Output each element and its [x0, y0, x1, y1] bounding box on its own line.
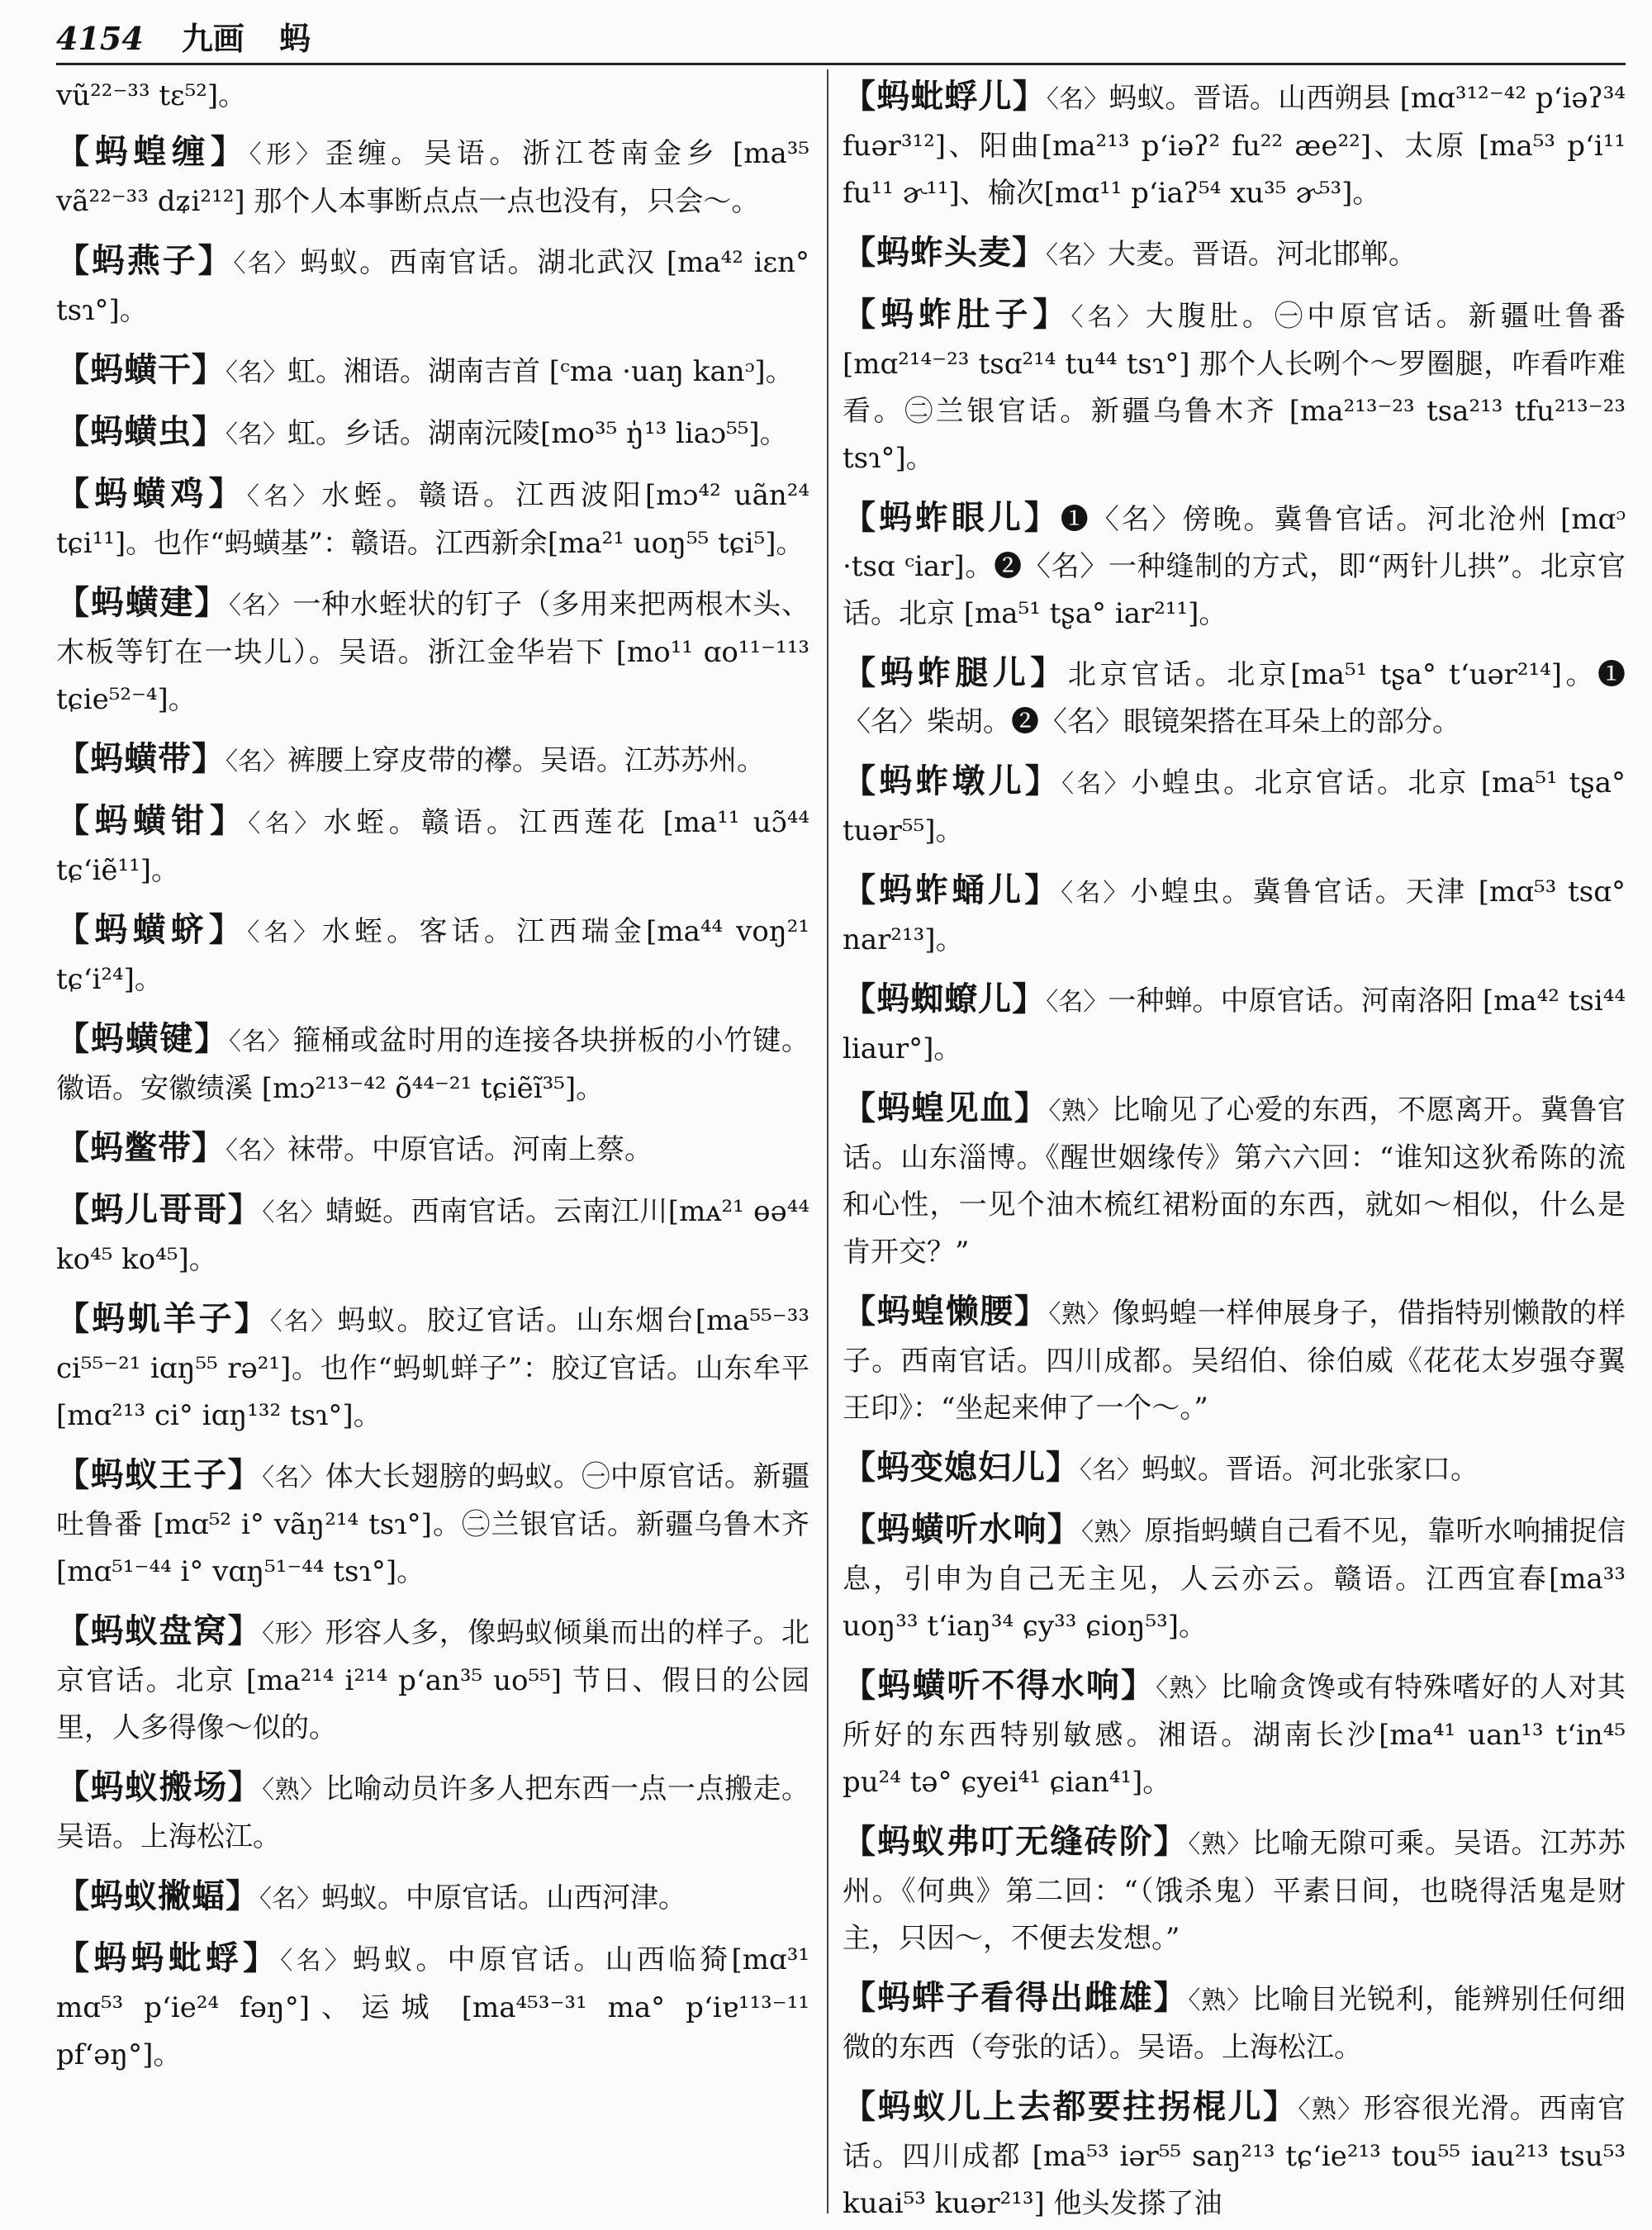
entry-definition: 小蝗虫。冀鲁官话。天津 [mɑ⁵³ tsɑ° nar²¹³]。 — [843, 875, 1626, 956]
entry-headword: 【蚂鳖带】 — [56, 1128, 225, 1167]
dictionary-entry — [56, 735, 809, 785]
dictionary-entry — [56, 797, 809, 894]
part-of-speech: 〈熟〉 — [1156, 1674, 1221, 1703]
dictionary-entry — [56, 470, 809, 567]
entry-definition: 小蝗虫。北京官话。北京 [ma⁵¹ tʂa° tuər⁵⁵]。 — [843, 766, 1626, 847]
entry-headword: 【蚂蝗懒腰】 — [843, 1292, 1049, 1331]
entry-headword: 【蚂蝗见血】 — [843, 1089, 1049, 1127]
dictionary-entry — [843, 1444, 1626, 1494]
part-of-speech: 〈名〉 — [248, 809, 324, 838]
entry-headword: 【蚂蟥建】 — [56, 583, 229, 622]
entry-headword: 【蚂蚱墩儿】 — [843, 762, 1062, 800]
part-of-speech: 〈熟〉 — [1081, 1518, 1145, 1547]
entry-definition: 原指蚂蟥自己看不见，靠听水响捕捉信息，引申为自己无主见，人云亦云。赣语。江西宜春[ma³³ uoŋ³³ tʻiaŋ³⁴ ɕy³³ ɕioŋ⁵³]。 — [843, 1515, 1626, 1643]
entry-definition: 北京官话。北京[ma⁵¹ tʂa° tʻuər²¹⁴]。❶〈名〉柴胡。❷〈名〉眼镜架搭在耳朵上的部分。 — [843, 658, 1626, 738]
entry-definition: 像蚂蝗一样伸展身子，借指特别懒散的样子。西南官话。四川成都。吴绍伯、徐伯威《花花太岁强夺翼王印》：“坐起来伸了一个～。” — [843, 1297, 1626, 1425]
part-of-speech: 〈名〉 — [262, 1198, 326, 1227]
part-of-speech: 〈名〉 — [225, 747, 287, 776]
dictionary-entry — [56, 73, 809, 120]
dictionary-entry — [843, 1506, 1626, 1650]
part-of-speech: 〈名〉 — [225, 358, 287, 387]
part-of-speech: 〈名〉 — [1061, 879, 1131, 908]
part-of-speech: 〈名〉 — [233, 249, 301, 278]
entry-headword: 【蚂虮羊子】 — [56, 1299, 270, 1338]
entry-definition: 蚂蚁。晋语。山西朔县 [mɑ³¹²⁻⁴² pʻiəʔ³⁴ fuər³¹²]、阳曲[ma²¹³ pʻiəʔ² fu²² æe²²]、太原 [ma⁵³ pʻi¹¹ fu¹¹ ɚ¹¹]、榆次[mɑ¹¹ pʻiaʔ⁵⁴ xu³⁵ ɚ⁵³]。 — [843, 82, 1626, 210]
entry-definition: 比喻无隙可乘。吴语。江苏苏州。《何典》第二回：“（饿杀鬼）平素日间，也晓得活鬼是财主，只因～，不便去发想。” — [843, 1827, 1626, 1955]
dictionary-entry — [843, 649, 1626, 746]
part-of-speech: 〈形〉 — [249, 140, 325, 169]
entry-definition: 水蛭。赣语。江西波阳[mɔ⁴² uãn²⁴ tɕi¹¹]。也作“蚂蟥基”：赣语。江西新余[ma²¹ uoŋ⁵⁵ tɕi⁵]。 — [56, 479, 809, 560]
dictionary-entry — [843, 757, 1626, 855]
entry-headword: 【蚂蚁王子】 — [56, 1455, 263, 1494]
part-of-speech: 〈熟〉 — [1048, 1097, 1113, 1126]
entry-definition: vũ²²⁻³³ tɛ⁵²]。 — [56, 79, 247, 112]
running-header — [56, 15, 1626, 63]
entry-definition: 水蛭。赣语。江西莲花 [ma¹¹ uɔ̃⁴⁴ tɕʻiẽ¹¹]。 — [56, 806, 809, 887]
part-of-speech: 〈名〉 — [280, 1947, 353, 1976]
dictionary-entry — [843, 229, 1626, 279]
entry-definition: 形容人多，像蚂蚁倾巢而出的样子。北京官话。北京 [ma²¹⁴ i²¹⁴ pʻan³⁵ uo⁵⁵] 节日、假日的公园里，人多得像～似的。 — [56, 1616, 809, 1744]
part-of-speech: 〈名〉 — [259, 1885, 321, 1914]
part-of-speech: 〈形〉 — [262, 1620, 325, 1649]
entry-definition: 蚂蚁。西南官话。湖北武汉 [ma⁴² iɛn° tsɿ°]。 — [56, 246, 809, 327]
part-of-speech: 〈熟〉 — [1048, 1300, 1113, 1329]
part-of-speech: 〈名〉 — [229, 591, 293, 620]
entry-definition: 蚂蚁。中原官话。山西临猗[mɑ³¹ mɑ⁵³ pʻie²⁴ fəŋ°]、运城 [ma⁴⁵³⁻³¹ ma° pʻiɐ¹¹³⁻¹¹ pfʻəŋ°]。 — [56, 1943, 809, 2071]
dictionary-entry — [843, 866, 1626, 964]
dictionary-entry — [843, 2083, 1626, 2220]
entry-definition: 一种水蛭状的钉子（多用来把两根木头、木板等钉在一块儿）。吴语。浙江金华岩下 [mo¹¹ ɑo¹¹⁻¹¹³ tɕie⁵²⁻⁴]。 — [56, 588, 809, 716]
entry-headword: 【蚂蟥鸡】 — [56, 474, 247, 513]
dictionary-entry — [56, 1872, 809, 1923]
entry-definition: 蚂蚁。晋语。河北张家口。 — [1142, 1453, 1479, 1486]
entry-definition: 虹。乡话。湖南沅陵[mo³⁵ ŋ̍¹³ liaɔ⁵⁵]。 — [287, 417, 788, 450]
part-of-speech: 〈名〉 — [269, 1307, 338, 1336]
entry-headword: 【蚂蟥钳】 — [56, 801, 249, 840]
part-of-speech: 〈名〉 — [1046, 988, 1108, 1017]
entry-headword: 【蚂蚁儿上去都要拄拐棍儿】 — [843, 2087, 1298, 2126]
entry-headword: 【蚂蟥键】 — [56, 1019, 229, 1058]
entry-headword: 【蚂儿哥哥】 — [56, 1190, 263, 1229]
entry-definition: 蚂蚁。胶辽官话。山东烟台[ma⁵⁵⁻³³ ci⁵⁵⁻²¹ iɑŋ⁵⁵ rə²¹]。也作“蚂虮蛘子”：胶辽官话。山东牟平 [mɑ²¹³ ci° iɑŋ¹³² tsɿ°]。 — [56, 1304, 809, 1432]
part-of-speech: 〈名〉 — [262, 1464, 325, 1492]
part-of-speech: 〈名〉 — [225, 1136, 287, 1165]
section-label: 九画 — [181, 20, 244, 57]
entry-headword: 【蚂蟥蛴】 — [56, 910, 248, 949]
entry-definition: 歪缠。吴语。浙江苍南金乡 [ma³⁵ vã²²⁻³³ dʑi²¹²] 那个人本事断点点一点也没有，只会～。 — [56, 137, 809, 218]
entry-definition: 蚂蚁。中原官话。山西河津。 — [321, 1881, 686, 1914]
entry-definition: 蜻蜓。西南官话。云南江川[mᴀ²¹ ɵə⁴⁴ ko⁴⁵ ko⁴⁵]。 — [56, 1195, 809, 1276]
entry-headword: 【蚂蝆子看得出雌雄】 — [843, 1978, 1189, 2017]
entry-definition: 裤腰上穿皮带的襻。吴语。江苏苏州。 — [287, 744, 765, 777]
dictionary-entry — [843, 73, 1626, 217]
part-of-speech: 〈名〉 — [247, 918, 322, 947]
part-of-speech: 〈名〉 — [225, 420, 287, 449]
entry-headword: 【蚂蟥听不得水响】 — [843, 1666, 1156, 1705]
dictionary-entry — [56, 346, 809, 396]
entry-headword: 【蚂蚱腿儿】 — [843, 653, 1068, 692]
dictionary-entry — [56, 1186, 809, 1283]
entry-headword: 【蚂蟥听水响】 — [843, 1510, 1082, 1549]
dictionary-entry — [56, 408, 809, 458]
entry-headword: 【蚂蚁撇蝠】 — [56, 1877, 259, 1915]
right-column — [843, 73, 1626, 2220]
part-of-speech: 〈名〉 — [1046, 241, 1108, 270]
dictionary-entry — [56, 237, 809, 334]
dictionary-entry — [56, 906, 809, 1004]
entry-definition: 比喻见了心爱的东西，不愿离开。冀鲁官话。山东淄博。《醒世姻缘传》第六六回：“谁知这狄希陈的流和心性，一见个油木梳红裙粉面的东西，就如～相似，什么是肯开交？” — [843, 1094, 1626, 1269]
dictionary-entry — [843, 1084, 1626, 1276]
column-divider — [827, 69, 828, 2213]
entry-headword: 【蚂蝗缠】 — [56, 132, 249, 171]
part-of-speech: 〈名〉 — [229, 1027, 293, 1056]
dictionary-entry — [843, 494, 1626, 638]
dictionary-entry — [843, 291, 1626, 482]
entry-definition: 袜带。中原官话。河南上蔡。 — [287, 1133, 653, 1166]
entry-definition: 比喻动员许多人把东西一点一点搬走。吴语。上海松江。 — [56, 1772, 809, 1853]
dictionary-entry — [56, 579, 809, 724]
entry-headword: 【蚂蚁搬场】 — [56, 1767, 263, 1806]
entry-definition: 大麦。晋语。河北邯郸。 — [1108, 238, 1417, 271]
part-of-speech: 〈名〉 — [1046, 85, 1109, 114]
part-of-speech: 〈熟〉 — [262, 1776, 325, 1805]
entry-headword: 【蚂蟥虫】 — [56, 412, 225, 451]
entry-headword: 【蚂蟥干】 — [56, 350, 225, 389]
entry-headword: 【蚂蚱肚子】 — [843, 295, 1071, 334]
dictionary-entry — [843, 1662, 1626, 1806]
dictionary-entry — [56, 1607, 809, 1752]
dictionary-entry — [56, 128, 809, 225]
entry-definition: 虹。湘语。湖南吉首 [ᶜma ·uaŋ kanᵓ]。 — [287, 355, 794, 388]
entry-headword: 【蚂蜘蟟儿】 — [843, 980, 1047, 1018]
entry-definition: 比喻贪馋或有特殊嗜好的人对其所好的东西特别敏感。湘语。湖南长沙[ma⁴¹ uan¹³ tʻin⁴⁵ pu²⁴ tə° ɕyei⁴¹ ɕian⁴¹]。 — [843, 1671, 1626, 1799]
entry-definition: 箍桶或盆时用的连接各块拼板的小竹键。徽语。安徽绩溪 [mɔ²¹³⁻⁴² õ⁴⁴⁻²¹ tɕiẽĩ³⁵]。 — [56, 1024, 809, 1105]
entry-headword: 【蚂蚱蛹儿】 — [843, 871, 1061, 909]
header-character: 蚂 — [278, 20, 311, 57]
dictionary-entry — [56, 1295, 809, 1440]
entry-headword: 【蚂蟥带】 — [56, 739, 225, 778]
entry-definition: 一种蝉。中原官话。河南洛阳 [ma⁴² tsi⁴⁴ liaur°]。 — [843, 985, 1626, 1065]
entry-headword: 【蚂蚍蜉儿】 — [843, 77, 1047, 116]
dictionary-entry — [56, 1763, 809, 1861]
part-of-speech: 〈名〉 — [246, 482, 322, 511]
dictionary-entry — [843, 1288, 1626, 1432]
entry-headword: 【蚂蚂蚍蜉】 — [56, 1938, 281, 1977]
header-rule — [56, 63, 1626, 65]
part-of-speech: 〈名〉 — [1061, 770, 1132, 799]
page-number: 4154 — [56, 20, 144, 57]
entry-headword: 【蚂蚁弗叮无缝砖阶】 — [843, 1822, 1189, 1861]
entry-definition: 水蛭。客话。江西瑞金[ma⁴⁴ voŋ²¹ tɕʻi²⁴]。 — [56, 915, 809, 996]
part-of-speech: 〈熟〉 — [1188, 1830, 1252, 1859]
entry-definition: 大腹肚。㊀中原官话。新疆吐鲁番 [mɑ²¹⁴⁻²³ tsɑ²¹⁴ tu⁴⁴ tsɿ°] 那个人长咧个～罗圈腿，咋看咋难看。㊁兰银官话。新疆乌鲁木齐 [ma²¹³⁻²³ tsa²¹³ tfu²¹³⁻²³ tsɿ°]。 — [843, 300, 1626, 475]
dictionary-entry — [56, 1015, 809, 1113]
entry-headword: 【蚂变媳妇儿】 — [843, 1448, 1080, 1487]
entry-headword: 【蚂蚁盘窝】 — [56, 1611, 263, 1650]
part-of-speech: 〈名〉 — [1070, 303, 1146, 332]
part-of-speech: 〈熟〉 — [1188, 1986, 1252, 2015]
entry-definition: 形容很光滑。西南官话。四川成都 [ma⁵³ iər⁵⁵ saŋ²¹³ tɕʻie²¹³ tou⁵⁵ iau²¹³ tsu⁵³ kuai⁵³ kuər²¹³] 他头发搽了油 — [843, 2092, 1626, 2220]
entry-definition: 比喻目光锐利，能辨别任何细微的东西（夸张的话）。吴语。上海松江。 — [843, 1983, 1626, 2064]
dictionary-entry — [843, 975, 1626, 1073]
entry-headword: 【蚂燕子】 — [56, 241, 234, 280]
part-of-speech: 〈名〉 — [1080, 1456, 1142, 1485]
dictionary-entry — [56, 1451, 809, 1596]
entry-definition: ❶〈名〉傍晚。冀鲁官话。河北沧州 [mɑᵓ ·tsɑ ᶜiar]。❷〈名〉一种缝制的方式，即“两针儿拱”。北京官话。北京 [ma⁵¹ tʂa° iar²¹¹]。 — [843, 503, 1626, 630]
dictionary-entry — [56, 1934, 809, 2079]
entry-headword: 【蚂蚱头麦】 — [843, 233, 1046, 272]
entry-headword: 【蚂蚱眼儿】 — [843, 498, 1061, 537]
dictionary-entry — [843, 1818, 1626, 1962]
left-column — [56, 73, 809, 2220]
part-of-speech: 〈熟〉 — [1298, 2095, 1364, 2124]
entry-definition: 体大长翅膀的蚂蚁。㊀中原官话。新疆吐鲁番 [mɑ⁵² i° vãŋ²¹⁴ tsɿ°]。㊁兰银官话。新疆乌鲁木齐 [mɑ⁵¹⁻⁴⁴ i° vɑŋ⁵¹⁻⁴⁴ tsɿ°]。 — [56, 1460, 809, 1588]
dictionary-entry — [843, 1974, 1626, 2071]
dictionary-entry — [56, 1124, 809, 1174]
